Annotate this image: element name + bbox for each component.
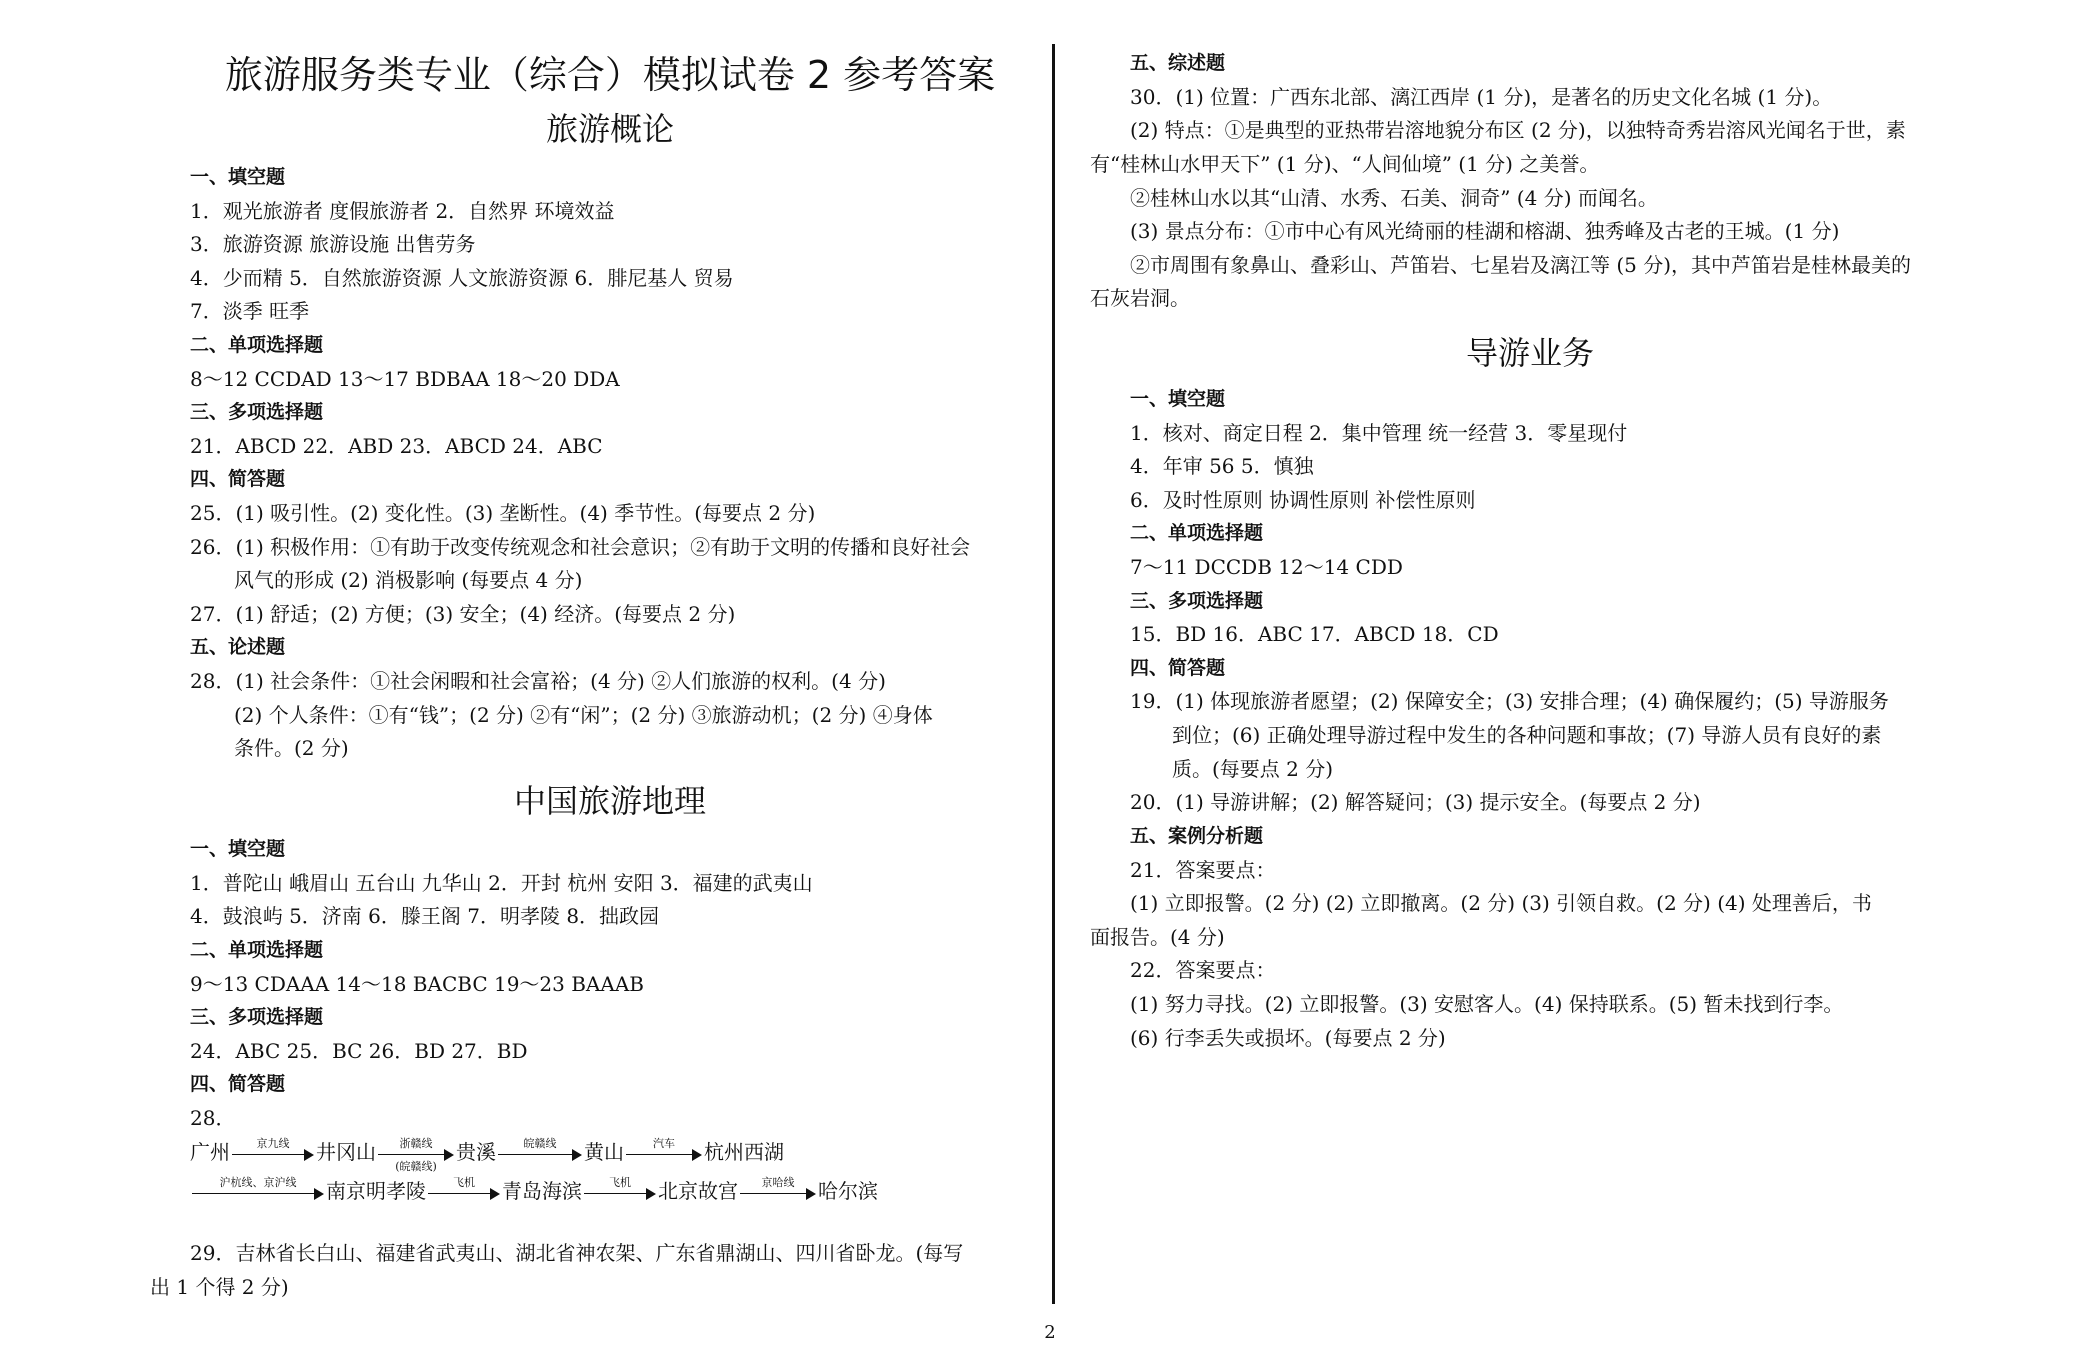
answer-line: 到位；(6) 正确处理导游过程中发生的各种问题和事故；(7) 导游人员有良好的素: [1172, 723, 1882, 747]
route-node: 杭州西湖: [704, 1140, 784, 1164]
route-arrow: [740, 1175, 816, 1208]
answer-line: (1) 立即报警。(2 分) (2) 立即撤离。(2 分) (3) 引领自救。(2 分) (4) 处理善后，书: [1130, 891, 1872, 915]
heading: 五、案例分析题: [1130, 825, 1264, 847]
answer-line: 28．(1) 社会条件：①社会闲暇和社会富裕；(4 分) ②人们旅游的权利。(4 分): [190, 669, 886, 693]
answer-line: 出 1 个得 2 分): [150, 1275, 289, 1299]
answer-line: 质。(每要点 2 分): [1172, 757, 1334, 781]
answer-line: 9～13 CDAAA 14～18 BACBC 19～23 BAAAB: [190, 972, 644, 996]
route-arrow-label: 飞机: [609, 1175, 631, 1189]
arrow-head-icon: [304, 1149, 314, 1161]
heading: 五、综述题: [1130, 52, 1226, 74]
answer-line: ②市周围有象鼻山、叠彩山、芦笛岩、七星岩及漓江等 (5 分)，其中芦笛岩是桂林最美的: [1130, 253, 1912, 277]
arrow-shaft: [740, 1193, 808, 1195]
arrow-head-icon: [692, 1149, 702, 1161]
arrow-shaft: [498, 1154, 574, 1156]
answer-line: 1．观光旅游者 度假旅游者 2．自然界 环境效益: [190, 199, 615, 223]
answer-line: 22．答案要点：: [1130, 958, 1276, 982]
heading: 三、多项选择题: [190, 1006, 324, 1028]
arrow-head-icon: [444, 1149, 454, 1161]
route-arrow: [584, 1175, 656, 1208]
answer-line: (3) 景点分布：①市中心有风光绮丽的桂湖和榕湖、独秀峰及古老的王城。(1 分): [1130, 219, 1840, 243]
arrow-head-icon: [806, 1188, 816, 1200]
heading: 四、简答题: [190, 468, 286, 490]
route-arrow-label: 皖赣线: [523, 1136, 557, 1150]
heading: 四、简答题: [190, 1073, 286, 1095]
answer-line: 21．答案要点：: [1130, 858, 1276, 882]
route-node: 井冈山: [316, 1140, 376, 1164]
answer-line: 面报告。(4 分): [1090, 925, 1225, 949]
route-diagram-1: [190, 1136, 784, 1173]
answer-line: 15．BD 16．ABC 17．ABCD 18．CD: [1130, 622, 1499, 646]
arrow-shaft: [584, 1193, 648, 1195]
answer-line: (1) 努力寻找。(2) 立即报警。(3) 安慰客人。(4) 保持联系。(5) 暂未找到行李。: [1130, 992, 1844, 1016]
answer-line: 4．少而精 5．自然旅游资源 人文旅游资源 6．腓尼基人 贸易: [190, 266, 734, 290]
route-arrow: [232, 1136, 314, 1169]
answer-line: (2) 特点：①是典型的亚热带岩溶地貌分布区 (2 分)，以独特奇秀岩溶风光闻名于世，素: [1130, 118, 1906, 142]
route-arrow-label: 飞机: [453, 1175, 475, 1189]
route-arrow: [626, 1136, 702, 1169]
arrow-head-icon: [572, 1149, 582, 1161]
route-arrow-label: 京九线: [256, 1136, 290, 1150]
answer-line: 30．(1) 位置：广西东北部、漓江西岸 (1 分)，是著名的历史文化名城 (1 分)。: [1130, 85, 1833, 109]
answer-line: 20．(1) 导游讲解；(2) 解答疑问；(3) 提示安全。(每要点 2 分): [1130, 790, 1701, 814]
route-node: 北京故宫: [658, 1179, 738, 1203]
heading: 一、填空题: [190, 838, 286, 860]
route-arrow: [498, 1136, 582, 1169]
route-node: 黄山: [584, 1140, 624, 1164]
heading: 二、单项选择题: [1130, 522, 1264, 544]
answer-line: 24．ABC 25．BC 26．BD 27．BD: [190, 1039, 528, 1063]
answer-line: 1．核对、商定日程 2．集中管理 统一经营 3．零星现付: [1130, 421, 1628, 445]
answer-line: 25．(1) 吸引性。(2) 变化性。(3) 垄断性。(4) 季节性。(每要点 2 分): [190, 501, 816, 525]
answer-line: 28．: [190, 1106, 236, 1130]
answer-line: (6) 行李丢失或损坏。(每要点 2 分): [1130, 1026, 1446, 1050]
answer-line: 4．年审 56 5．慎独: [1130, 454, 1314, 478]
answer-line: (2) 个人条件：①有“钱”；(2 分) ②有“闲”；(2 分) ③旅游动机；(2 分) ④身体: [234, 703, 933, 727]
answer-line: 7～11 DCCDB 12～14 CDD: [1130, 555, 1403, 579]
heading: 三、多项选择题: [190, 401, 324, 423]
arrow-shaft: [232, 1154, 306, 1156]
arrow-head-icon: [314, 1188, 324, 1200]
answer-line: 29．吉林省长白山、福建省武夷山、湖北省神农架、广东省鼎湖山、四川省卧龙。(每写: [190, 1241, 964, 1265]
answer-line: 有“桂林山水甲天下” (1 分)、“人间仙境” (1 分) 之美誉。: [1090, 152, 1600, 176]
arrow-shaft: [626, 1154, 694, 1156]
answer-line: 7．淡季 旺季: [190, 299, 310, 323]
answer-line: 19．(1) 体现旅游者愿望；(2) 保障安全；(3) 安排合理；(4) 确保履约；(5) 导游服务: [1130, 689, 1889, 713]
heading: 一、填空题: [1130, 388, 1226, 410]
answer-line: 26．(1) 积极作用：①有助于改变传统观念和社会意识；②有助于文明的传播和良好社会: [190, 535, 971, 559]
answer-line: 27．(1) 舒适；(2) 方便；(3) 安全；(4) 经济。(每要点 2 分): [190, 602, 736, 626]
answer-line: 石灰岩洞。: [1090, 286, 1190, 310]
route-arrow: [192, 1175, 324, 1208]
arrow-shaft: [378, 1154, 446, 1156]
answer-line: 6．及时性原则 协调性原则 补偿性原则: [1130, 488, 1476, 512]
arrow-shaft: [428, 1193, 492, 1195]
arrow-head-icon: [490, 1188, 500, 1200]
answer-line: 4．鼓浪屿 5．济南 6．滕王阁 7．明孝陵 8．拙政园: [190, 904, 660, 928]
heading: 三、多项选择题: [1130, 590, 1264, 612]
route-node: 哈尔滨: [818, 1179, 878, 1203]
page-number: 2: [1044, 1322, 1056, 1343]
answer-line: 条件。(2 分): [234, 736, 349, 760]
heading: 二、单项选择题: [190, 939, 324, 961]
route-arrow: [378, 1136, 454, 1173]
arrow-head-icon: [646, 1188, 656, 1200]
route-node: 南京明孝陵: [326, 1179, 426, 1203]
section-title-china-geography: 中国旅游地理: [513, 782, 706, 820]
heading: 二、单项选择题: [190, 334, 324, 356]
route-diagram-2: [190, 1176, 878, 1208]
route-arrow-label: 汽车: [653, 1136, 675, 1150]
answer-line: 8～12 CCDAD 13～17 BDBAA 18～20 DDA: [190, 367, 620, 391]
answer-line: ②桂林山水以其“山清、水秀、石美、洞奇” (4 分) 而闻名。: [1130, 186, 1658, 210]
route-arrow-label: 浙赣线: [399, 1136, 433, 1150]
route-node: 贵溪: [456, 1140, 496, 1164]
route-arrow: [428, 1175, 500, 1208]
route-arrow-label: 沪杭线、京沪线: [219, 1175, 297, 1189]
document-title: 旅游服务类专业（综合）模拟试卷 2 参考答案: [224, 53, 996, 97]
answer-line: 风气的形成 (2) 消极影响 (每要点 4 分): [234, 568, 583, 592]
route-arrow-label: 京哈线: [761, 1175, 795, 1189]
answer-line: 1．普陀山 峨眉山 五台山 九华山 2．开封 杭州 安阳 3．福建的武夷山: [190, 871, 813, 895]
section-title-guide-business: 导游业务: [1465, 334, 1594, 372]
route-arrow-label-alt: (皖赣线): [395, 1159, 437, 1173]
route-node: 青岛海滨: [502, 1179, 582, 1203]
arrow-shaft: [192, 1193, 316, 1195]
column-divider: [1052, 44, 1055, 1304]
section-title-tourism-intro: 旅游概论: [545, 110, 674, 148]
answer-line: 3．旅游资源 旅游设施 出售劳务: [190, 232, 476, 256]
heading: 五、论述题: [190, 636, 286, 658]
answer-line: 21．ABCD 22．ABD 23．ABCD 24．ABC: [190, 434, 603, 458]
route-node: 广州: [190, 1140, 230, 1164]
heading: 一、填空题: [190, 166, 286, 188]
heading: 四、简答题: [1130, 657, 1226, 679]
